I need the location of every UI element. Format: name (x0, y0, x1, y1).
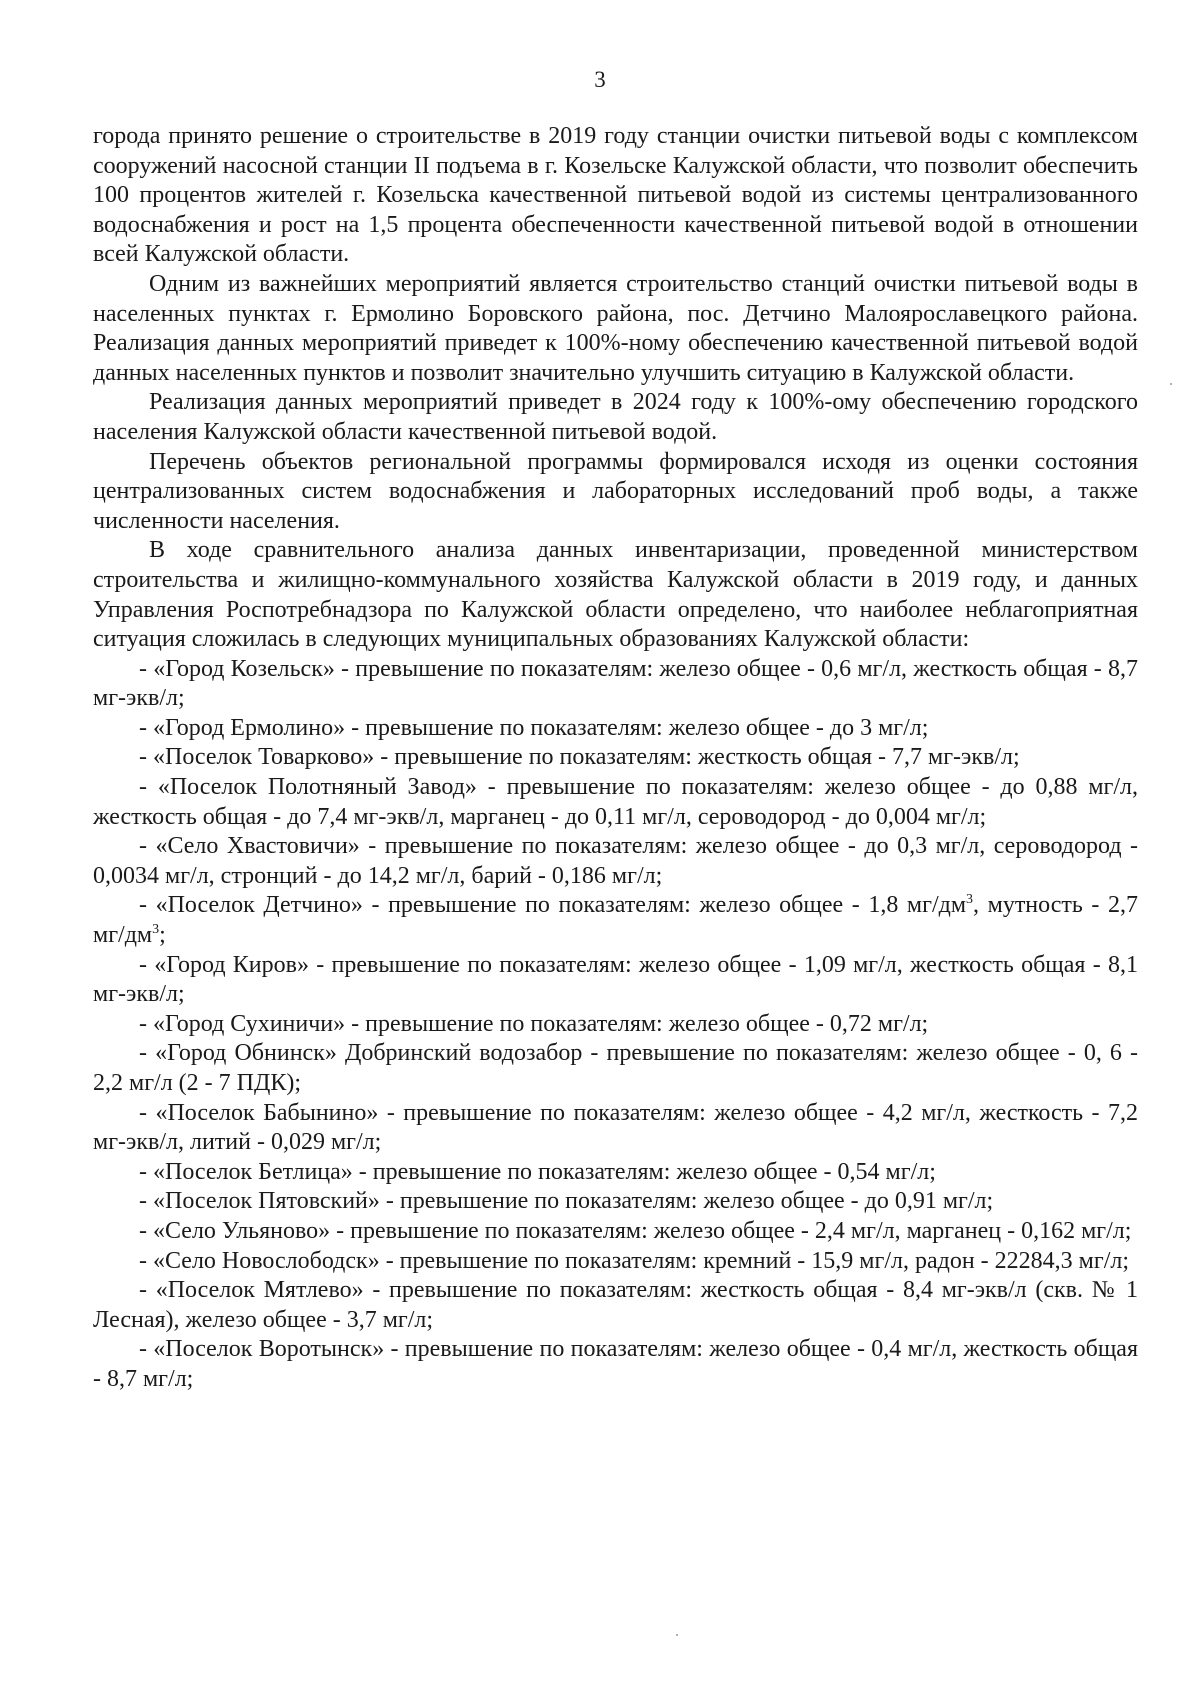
scan-speck (676, 1634, 678, 1636)
page-number: 3 (594, 67, 606, 92)
superscript: 3 (966, 892, 974, 908)
list-item: - «Село Хвастовичи» - превышение по показателям: железо общее - до 0,3 мг/л, сероводород - 0,0034 мг/л, стронций - до 14,2 мг/л, барий - 0,186 мг/л; (93, 833, 1138, 889)
paragraph: В ходе сравнительного анализа данных инвентаризации, проведенной министерством строительства и жилищно-коммунального хозяйства Калужской области в 2019 году, и данных Управления Роспотребнадзора по Калужской области определено, что наиболее неблагоприятная ситуация сложилась в следующих муниципальных образованиях Калужской области: (93, 537, 1138, 653)
list-item-text: ; (159, 922, 166, 949)
list-item: - «Поселок Пятовский» - превышение по показателям: железо общее - до 0,91 мг/л; (139, 1188, 994, 1215)
list-item: - «Поселок Мятлево» - превышение по показателям: жесткость общая - 8,4 мг-экв/л (скв. № 1 Лесная), железо общее - 3,7 мг/л; (93, 1277, 1138, 1333)
scan-speck (1170, 383, 1172, 385)
list-item: - «Поселок Товарково» - превышение по показателям: жесткость общая - 7,7 мг-экв/л; (139, 744, 1020, 771)
list-item: - «Поселок Бабынино» - превышение по показателям: железо общее - 4,2 мг/л, жесткость - 7,2 мг-экв/л, литий - 0,029 мг/л; (93, 1099, 1138, 1156)
list-item: - «Поселок Воротынск» - превышение по показателям: железо общее - 0,4 мг/л, жесткость общая - 8,7 мг/л; (93, 1336, 1138, 1392)
list-item-text: , мутность - 2,7 мг/дм (93, 892, 1139, 949)
list-item: - «Город Сухиничи» - превышение по показателям: железо общее - 0,72 мг/л; (139, 1010, 929, 1037)
list-item: - «Село Ульяново» - превышение по показателям: железо общее - 2,4 мг/л, марганец - 0,162 мг/л; (139, 1217, 1132, 1244)
list-item: - «Поселок Полотняный Завод» - превышение по показателям: железо общее - до 0,88 мг/л, жесткость общая - до 7,4 мг-экв/л, марганец - до 0,11 мг/л, сероводород - до 0,004 мг/л; (93, 774, 1138, 830)
list-item: - «Город Обнинск» Добринский водозабор - превышение по показателям: железо общее - 0, 6 - 2,2 мг/л (2 - 7 ПДК); (93, 1040, 1138, 1096)
paragraph: Реализация данных мероприятий приведет в 2024 году к 100%-ому обеспечению городского населения Калужской области качественной питьевой водой. (93, 389, 1138, 445)
list-item-text: - «Поселок Детчино» - превышение по показателям: железо общее - 1,8 мг/дм (139, 892, 967, 919)
superscript: 3 (152, 922, 160, 938)
list-item: - «Город Ермолино» - превышение по показателям: железо общее - до 3 мг/л; (139, 714, 929, 741)
list-item: - «Город Киров» - превышение по показателям: железо общее - 1,09 мг/л, жесткость общая - 8,1 мг-экв/л; (93, 951, 1138, 1008)
list-item: - «Село Новослободск» - превышение по показателям: кремний - 15,9 мг/л, радон - 22284,3 мг/л; (139, 1247, 1130, 1274)
list-item: - «Поселок Бетлица» - превышение по показателям: железо общее - 0,54 мг/л; (139, 1158, 936, 1185)
paragraph: Одним из важнейших мероприятий является строительство станций очистки питьевой воды в населенных пунктах г. Ермолино Боровского района, пос. Детчино Малоярославецкого района. Реализация данных мероприятий приведет к 100%-ному обеспечению качественной питьевой водой данных населенных пунктов и позволит значительно улучшить ситуацию в Калужской области. (93, 270, 1138, 386)
paragraph: Перечень объектов региональной программы формировался исходя из оценки состояния централизованных систем водоснабжения и лабораторных исследований проб воды, а также численности населения. (93, 448, 1138, 534)
list-item (93, 891, 1138, 950)
document-body (93, 122, 1138, 1395)
paragraph: города принято решение о строительстве в 2019 году станции очистки питьевой воды с комплексом сооружений насосной станции II подъема в г. Козельске Калужской области, что позволит обеспечить 100 процентов жителей г. Козельска качественной питьевой водой из системы централизованного водоснабжения и рост на 1,5 процента обеспеченности качественной питьевой водой в отношении всей Калужской области. (93, 123, 1138, 268)
list-item: - «Город Козельск» - превышение по показателям: железо общее - 0,6 мг/л, жесткость общая - 8,7 мг-экв/л; (93, 655, 1138, 712)
